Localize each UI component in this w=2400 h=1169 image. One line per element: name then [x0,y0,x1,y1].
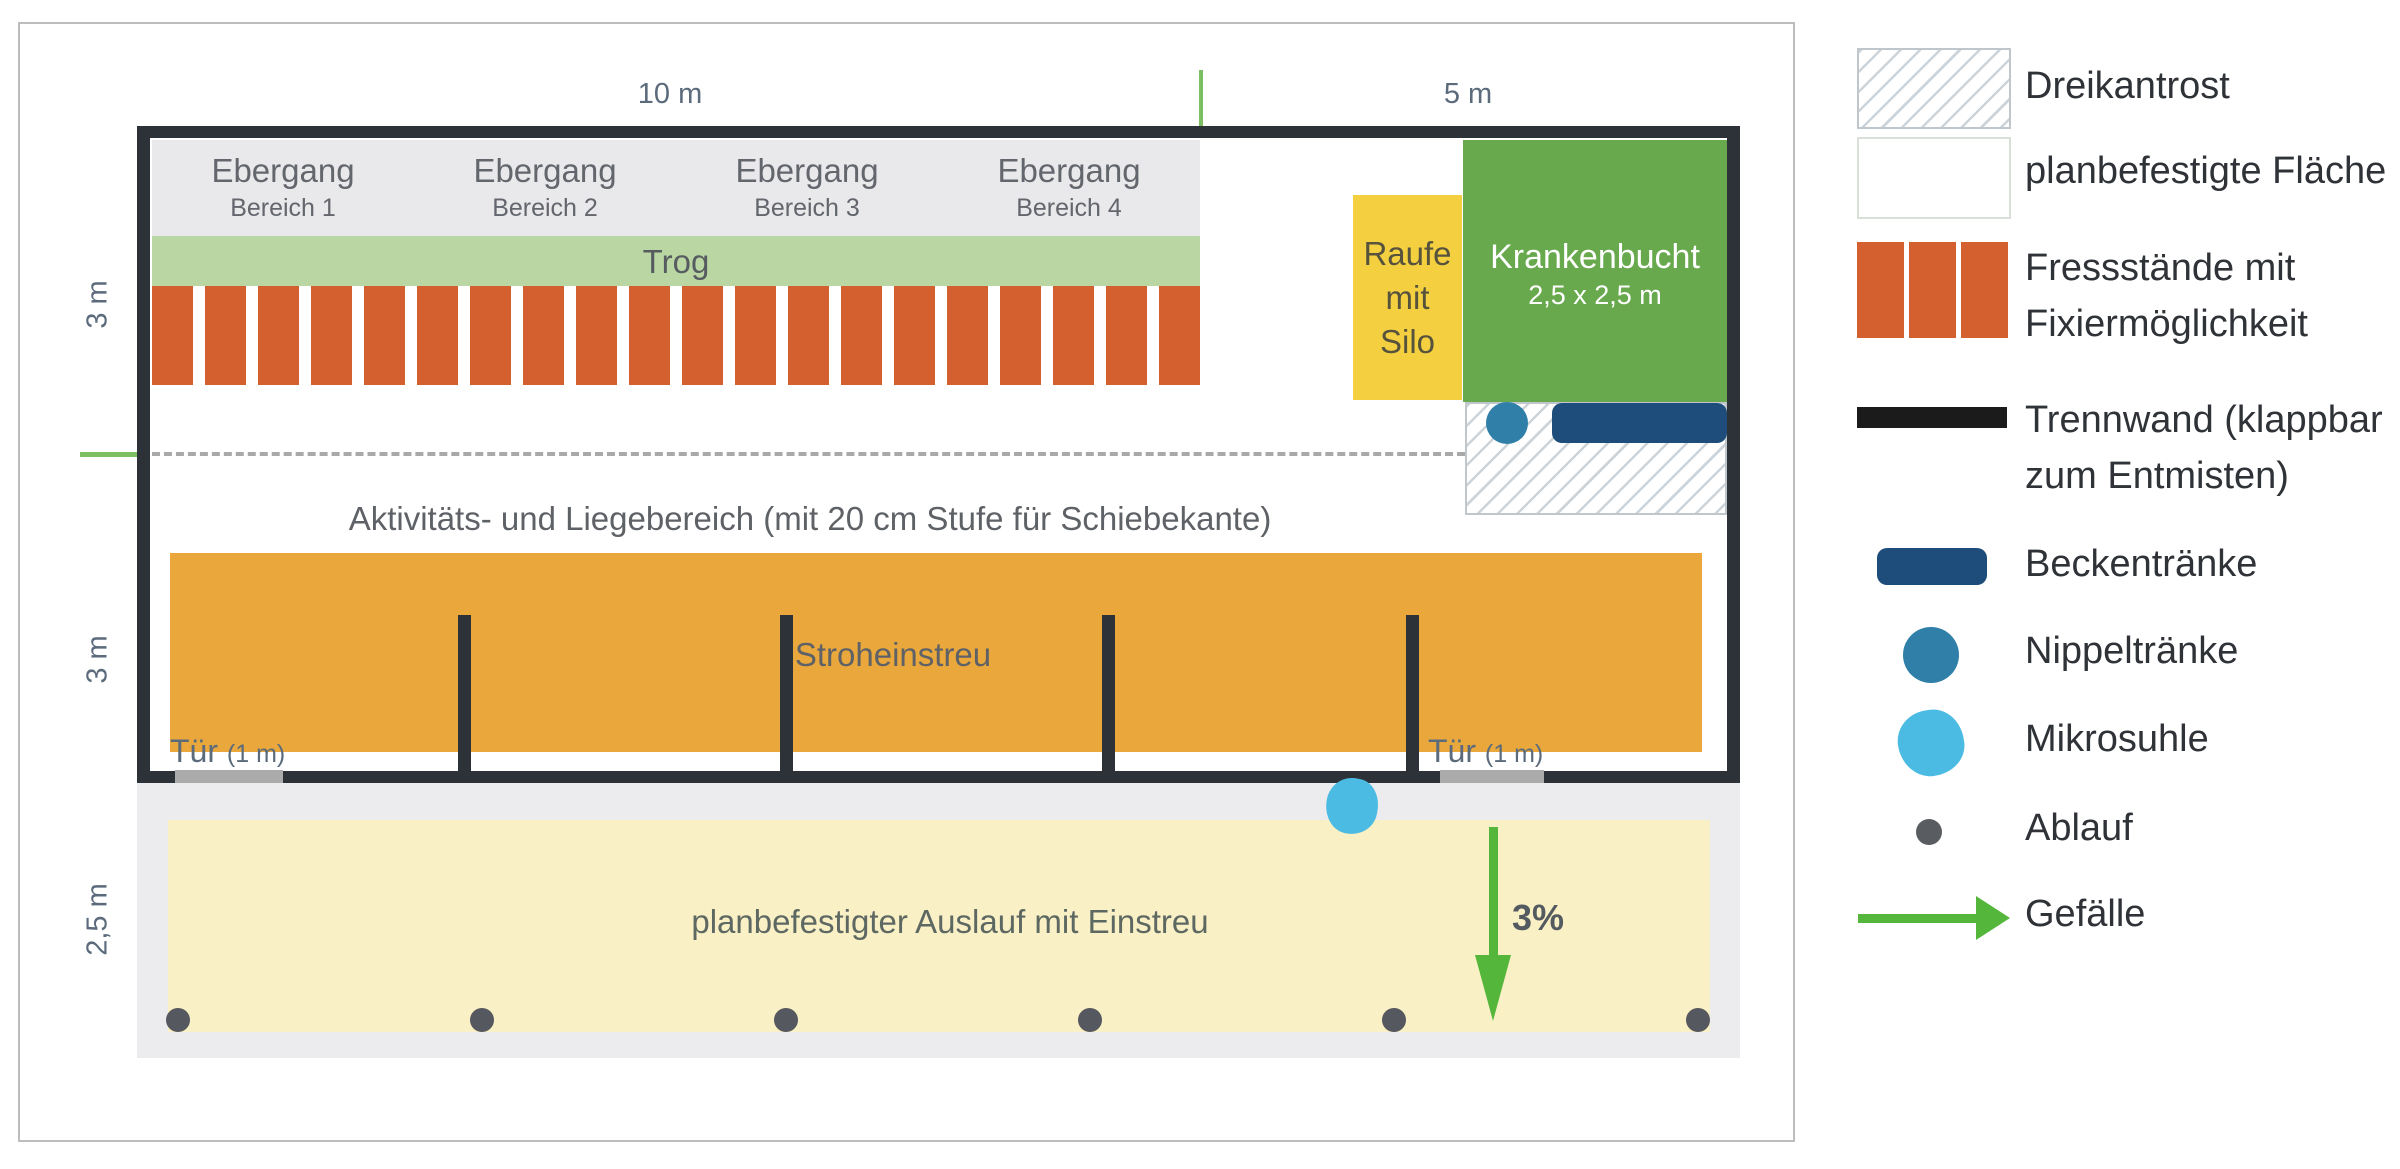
door-right-label [1428,733,1543,770]
ebergang-title: Ebergang [211,152,355,189]
legend-planbefestigte-label: planbefestigte Fläche [2025,150,2387,192]
ebergang-area-2 [414,140,678,236]
legend-trennwand-label [2025,392,2383,504]
feeding-stall [735,286,776,385]
legend-trennwand-icon [1857,407,2007,428]
partition-wall-3 [1102,615,1115,783]
legend-nippeltraenke-label: Nippeltränke [2025,630,2239,672]
legend-label-line: Fressstände mit [2025,247,2296,289]
feeding-stall [311,286,352,385]
legend-stall-bar [1857,242,1904,338]
sick-bay-size: 2,5 x 2,5 m [1528,280,1662,310]
legend-fressstaende-label [2025,240,2308,352]
door-label-text: Tür [1428,733,1476,769]
door-left-label [170,733,285,770]
dimension-label-5m: 5 m [1443,78,1493,110]
dimension-label-2-5m: 2,5 m [81,883,114,956]
legend-label-line: Fixiermöglichkeit [2025,303,2308,345]
door-size-text: (1 m) [1484,740,1544,768]
legend-dreikantrost-label: Dreikantrost [2025,65,2230,107]
legend-stall-bar [1909,242,1956,338]
feeding-stall [523,286,564,385]
ebergang-area-1 [152,140,416,236]
ebergang-subtitle: Bereich 1 [230,194,336,222]
drain-dot [1686,1008,1710,1032]
dashed-separation-line [152,452,1465,456]
ebergang-subtitle: Bereich 2 [492,194,598,222]
drain-dot [1078,1008,1102,1032]
dimension-label-3m-middle: 3 m [81,635,114,684]
feeding-stall [576,286,617,385]
straw-bedding-label: Stroheinstreu [794,636,992,673]
legend-label-line: zum Entmisten) [2025,455,2289,497]
feeding-stall [470,286,511,385]
basin-drinker [1552,403,1727,443]
feeding-stall [1053,286,1094,385]
feeding-stall [947,286,988,385]
legend-gefaelle-label: Gefälle [2025,893,2146,935]
legend-fressstaende-icon [1857,242,2008,338]
nipple-drinker [1486,402,1528,444]
legend-gefaelle-arrow-head-icon [1976,896,2010,940]
feeding-stall [205,286,246,385]
ebergang-subtitle: Bereich 3 [754,194,860,222]
drain-dot [774,1008,798,1032]
wall-right [1727,126,1740,783]
drain-dot [166,1008,190,1032]
hay-rack-silo-label [1353,232,1462,364]
feeding-stall-row [152,286,1200,385]
legend-nippeltraenke-icon [1903,627,1959,683]
feeding-stall [682,286,723,385]
legend-gefaelle-icon [1858,914,1976,923]
drain-dot [470,1008,494,1032]
wall-top [137,126,1740,138]
dimension-divider-tick [1199,70,1203,126]
legend-ablauf-icon [1916,819,1942,845]
drain-dot [1382,1008,1406,1032]
partition-wall-4 [1406,615,1419,783]
dashed-line-tick [80,452,137,457]
raufe-line: Raufe [1363,235,1452,272]
dimension-label-3m-upper: 3 m [81,280,114,329]
slope-arrow [1489,827,1498,955]
ebergang-title: Ebergang [735,152,879,189]
raufe-line: mit [1385,279,1430,316]
legend-beckentraenke-label: Beckentränke [2025,543,2258,585]
wall-left [137,126,150,783]
ebergang-area-3 [676,140,940,236]
feeding-stall [894,286,935,385]
drain-row [166,1008,1710,1032]
legend-beckentraenke-icon [1877,548,1987,585]
slope-percentage-label: 3% [1512,897,1565,938]
feeding-stall [417,286,458,385]
partition-wall-1 [458,615,471,783]
ebergang-title: Ebergang [997,152,1141,189]
legend-mikrosuhle-icon [1894,706,1969,781]
ebergang-area-4 [938,140,1200,236]
feeding-stall [788,286,829,385]
trough-label: Trog [642,243,710,280]
feeding-stall [841,286,882,385]
outdoor-run-label: planbefestigter Auslauf mit Einstreu [691,903,1209,940]
feeding-stall [1159,286,1200,385]
legend-planbefestigte-icon [1857,137,2011,219]
legend-dreikantrost-icon [1857,48,2011,129]
door-label-text: Tür [170,733,218,769]
partition-wall-2 [780,615,793,783]
feeding-stall [364,286,405,385]
feeding-stall [629,286,670,385]
sick-bay-title: Krankenbucht [1490,238,1700,276]
dimension-label-10m: 10 m [637,78,703,110]
door-size-text: (1 m) [226,740,286,768]
feeding-stall [1106,286,1147,385]
raufe-line: Silo [1379,323,1436,360]
activity-area-label: Aktivitäts- und Liegebereich (mit 20 cm Stufe für Schiebekante) [348,500,1272,537]
legend-ablauf-label: Ablauf [2025,807,2133,849]
ebergang-title: Ebergang [473,152,617,189]
ebergang-subtitle: Bereich 4 [1016,194,1122,222]
legend-mikrosuhle-label: Mikrosuhle [2025,718,2209,760]
feeding-stall [152,286,193,385]
legend-label-line: Trennwand (klappbar [2025,399,2383,441]
feeding-stall [1000,286,1041,385]
legend-stall-bar [1961,242,2008,338]
feeding-stall [258,286,299,385]
